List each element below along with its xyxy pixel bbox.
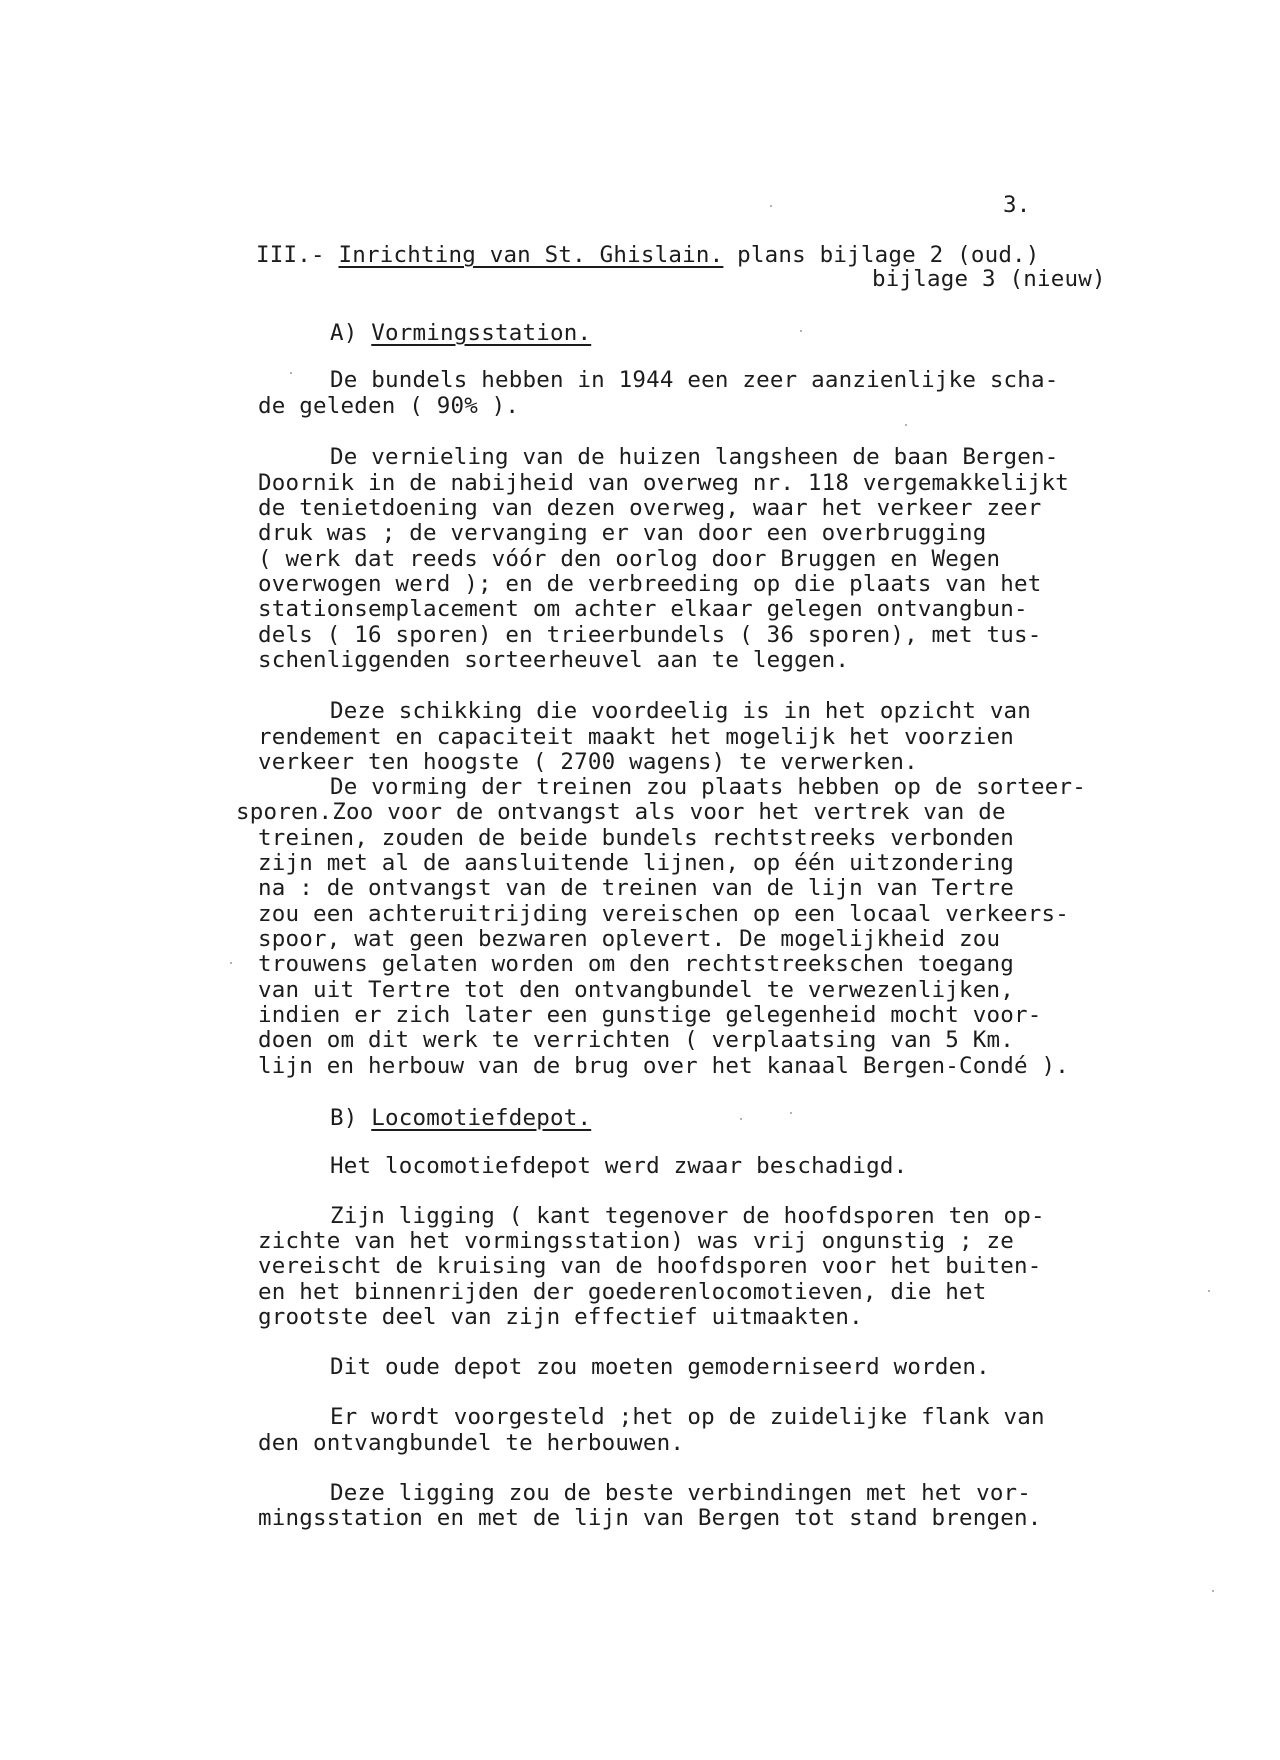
paragraph-line: indien er zich later een gunstige gelegenheid mocht voor- <box>258 1002 1042 1028</box>
scan-speck <box>1208 1290 1210 1292</box>
paragraph-line: na : de ontvangst van de treinen van de lijn van Tertre <box>258 875 1015 901</box>
scan-speck <box>770 205 772 207</box>
subsection-a-title: Vormingsstation. <box>371 320 592 346</box>
paragraph-line: van uit Tertre tot den ontvangbundel te verwezenlijken, <box>258 977 1015 1003</box>
subsection-a-heading <box>330 320 591 346</box>
page-number: 3. <box>1003 192 1031 218</box>
scan-speck <box>740 1118 742 1120</box>
scan-speck <box>230 962 232 964</box>
paragraph-line: stationsemplacement om achter elkaar gelegen ontvangbun- <box>258 596 1028 622</box>
paragraph-line: Doornik in de nabijheid van overweg nr. 118 vergemakkelijkt <box>258 470 1070 496</box>
paragraph-line: de tenietdoening van dezen overweg, waar het verkeer zeer <box>258 495 1042 521</box>
paragraph-line: doen om dit werk te verrichten ( verplaatsing van 5 Km. <box>258 1027 1015 1053</box>
subsection-b-title: Locomotiefdepot. <box>371 1105 592 1131</box>
paragraph-line: Deze schikking die voordeelig is in het opzicht van <box>330 698 1032 724</box>
subsection-b-prefix: B) <box>330 1105 372 1131</box>
paragraph-line: De vorming der treinen zou plaats hebben op de sorteer- <box>330 774 1087 800</box>
paragraph-line: rendement en capaciteit maakt het mogelijk het voorzien <box>258 724 1015 750</box>
scan-speck <box>290 372 292 374</box>
scan-speck <box>800 330 802 332</box>
paragraph-line: lijn en herbouw van de brug over het kanaal Bergen-Condé ). <box>258 1053 1070 1079</box>
paragraph-line: Deze ligging zou de beste verbindingen met het vor- <box>330 1480 1032 1506</box>
paragraph-line: mingsstation en met de lijn van Bergen tot stand brengen. <box>258 1505 1042 1531</box>
paragraph-line: vereischt de kruising van de hoofdsporen voor het buiten- <box>258 1253 1042 1279</box>
paragraph-line: spoor, wat geen bezwaren oplevert. De mogelijkheid zou <box>258 926 1001 952</box>
paragraph-line: verkeer ten hoogste ( 2700 wagens) te verwerken. <box>258 749 918 775</box>
scan-speck <box>905 424 907 426</box>
paragraph-line: zou een achteruitrijding vereischen op een locaal verkeers- <box>258 901 1070 927</box>
paragraph-line: sporen.Zoo voor de ontvangst als voor het vertrek van de <box>236 799 1006 825</box>
paragraph-line: dels ( 16 sporen) en trieerbundels ( 36 sporen), met tus- <box>258 622 1042 648</box>
paragraph-line: zijn met al de aansluitende lijnen, op één uitzondering <box>258 850 1015 876</box>
paragraph-line: treinen, zouden de beide bundels rechtstreeks verbonden <box>258 825 1015 851</box>
paragraph-line: schenliggenden sorteerheuvel aan te leggen. <box>258 647 850 673</box>
section-title: Inrichting van St. Ghislain. <box>338 242 724 268</box>
scan-speck <box>790 1112 792 1114</box>
paragraph-line: De bundels hebben in 1944 een zeer aanzienlijke scha- <box>330 367 1059 393</box>
paragraph-line: zichte van het vormingsstation) was vrij ongunstig ; ze <box>258 1228 1015 1254</box>
paragraph-line: Zijn ligging ( kant tegenover de hoofdsporen ten op- <box>330 1203 1045 1229</box>
section-prefix: III.- <box>256 242 339 268</box>
paragraph-line: overwogen werd ); en de verbreeding op die plaats van het <box>258 571 1042 597</box>
paragraph-line: Het locomotiefdepot werd zwaar beschadigd. <box>330 1153 908 1179</box>
plans-reference-new: bijlage 3 (nieuw) <box>872 266 1106 292</box>
paragraph-line: de geleden ( 90% ). <box>258 393 520 419</box>
paragraph-line: De vernieling van de huizen langsheen de baan Bergen- <box>330 444 1059 470</box>
paragraph-line: druk was ; de vervanging er van door een overbrugging <box>258 520 987 546</box>
paragraph-line: den ontvangbundel te herbouwen. <box>258 1430 685 1456</box>
paragraph-line: en het binnenrijden der goederenlocomotieven, die het <box>258 1279 987 1305</box>
scan-speck <box>1212 1590 1214 1592</box>
paragraph-line: Er wordt voorgesteld ;het op de zuidelijke flank van <box>330 1404 1045 1430</box>
paragraph-line: ( werk dat reeds vóór den oorlog door Bruggen en Wegen <box>258 546 1001 572</box>
subsection-b-heading <box>330 1105 591 1131</box>
plans-reference-old: plans bijlage 2 (oud.) <box>723 242 1040 268</box>
subsection-a-prefix: A) <box>330 320 372 346</box>
section-heading <box>256 242 1040 268</box>
paragraph-line: trouwens gelaten worden om den rechtstreekschen toegang <box>258 951 1015 977</box>
paragraph-line: Dit oude depot zou moeten gemoderniseerd worden. <box>330 1354 990 1380</box>
paragraph-line: grootste deel van zijn effectief uitmaakten. <box>258 1304 863 1330</box>
